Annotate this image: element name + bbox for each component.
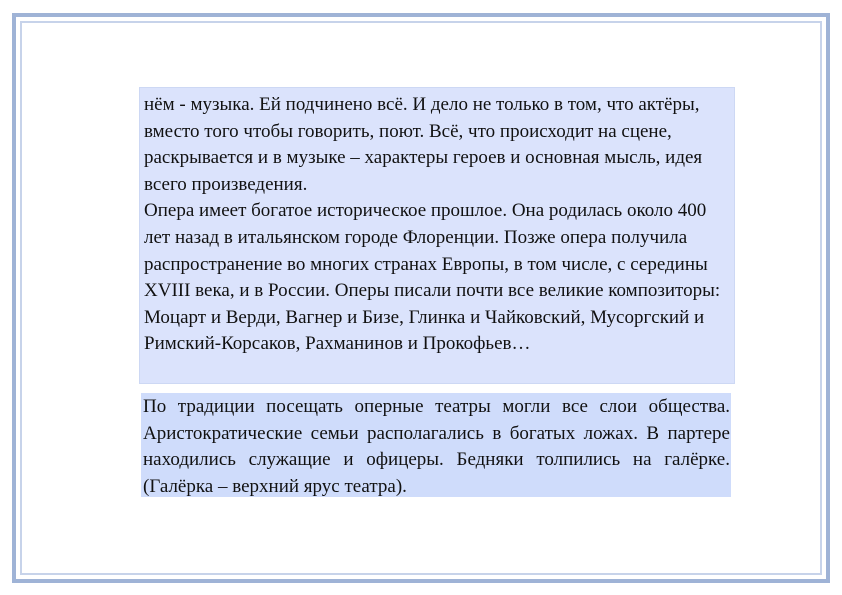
opera-paragraph-history: Опера имеет богатое историческое прошлое. Она родилась около 400 лет назад в итальянском городе Флоренции. Позже опера получила распространение во многих странах Европы, в том числе, с середины XVIII века, и в России. Оперы писали почти все великие композиторы: Моцарт и Верди, Вагнер и Бизе, Глинка и Чайковский, Мусоргский и Римский-Корсаков, Рахманинов и Прокофьев… <box>144 200 721 355</box>
tradition-text-box <box>141 393 731 497</box>
opera-text-box <box>139 87 735 384</box>
opera-paragraph-music: нём - музыка. Ей подчинено всё. И дело не только в том, что актёры, вместо того чтобы говорить, поют. Всё, что происходит на сцене, раскрывается и в музыке – характеры героев и основная мысль, идея всего произведения. <box>144 94 703 195</box>
tradition-paragraph: По традиции посещать оперные театры могли все слои общества. Аристократические семьи располагались в богатых ложах. В партере находились служащие и офицеры. Бедняки толпились на галёрке. (Галёрка – верхний ярус театра). <box>143 396 730 497</box>
